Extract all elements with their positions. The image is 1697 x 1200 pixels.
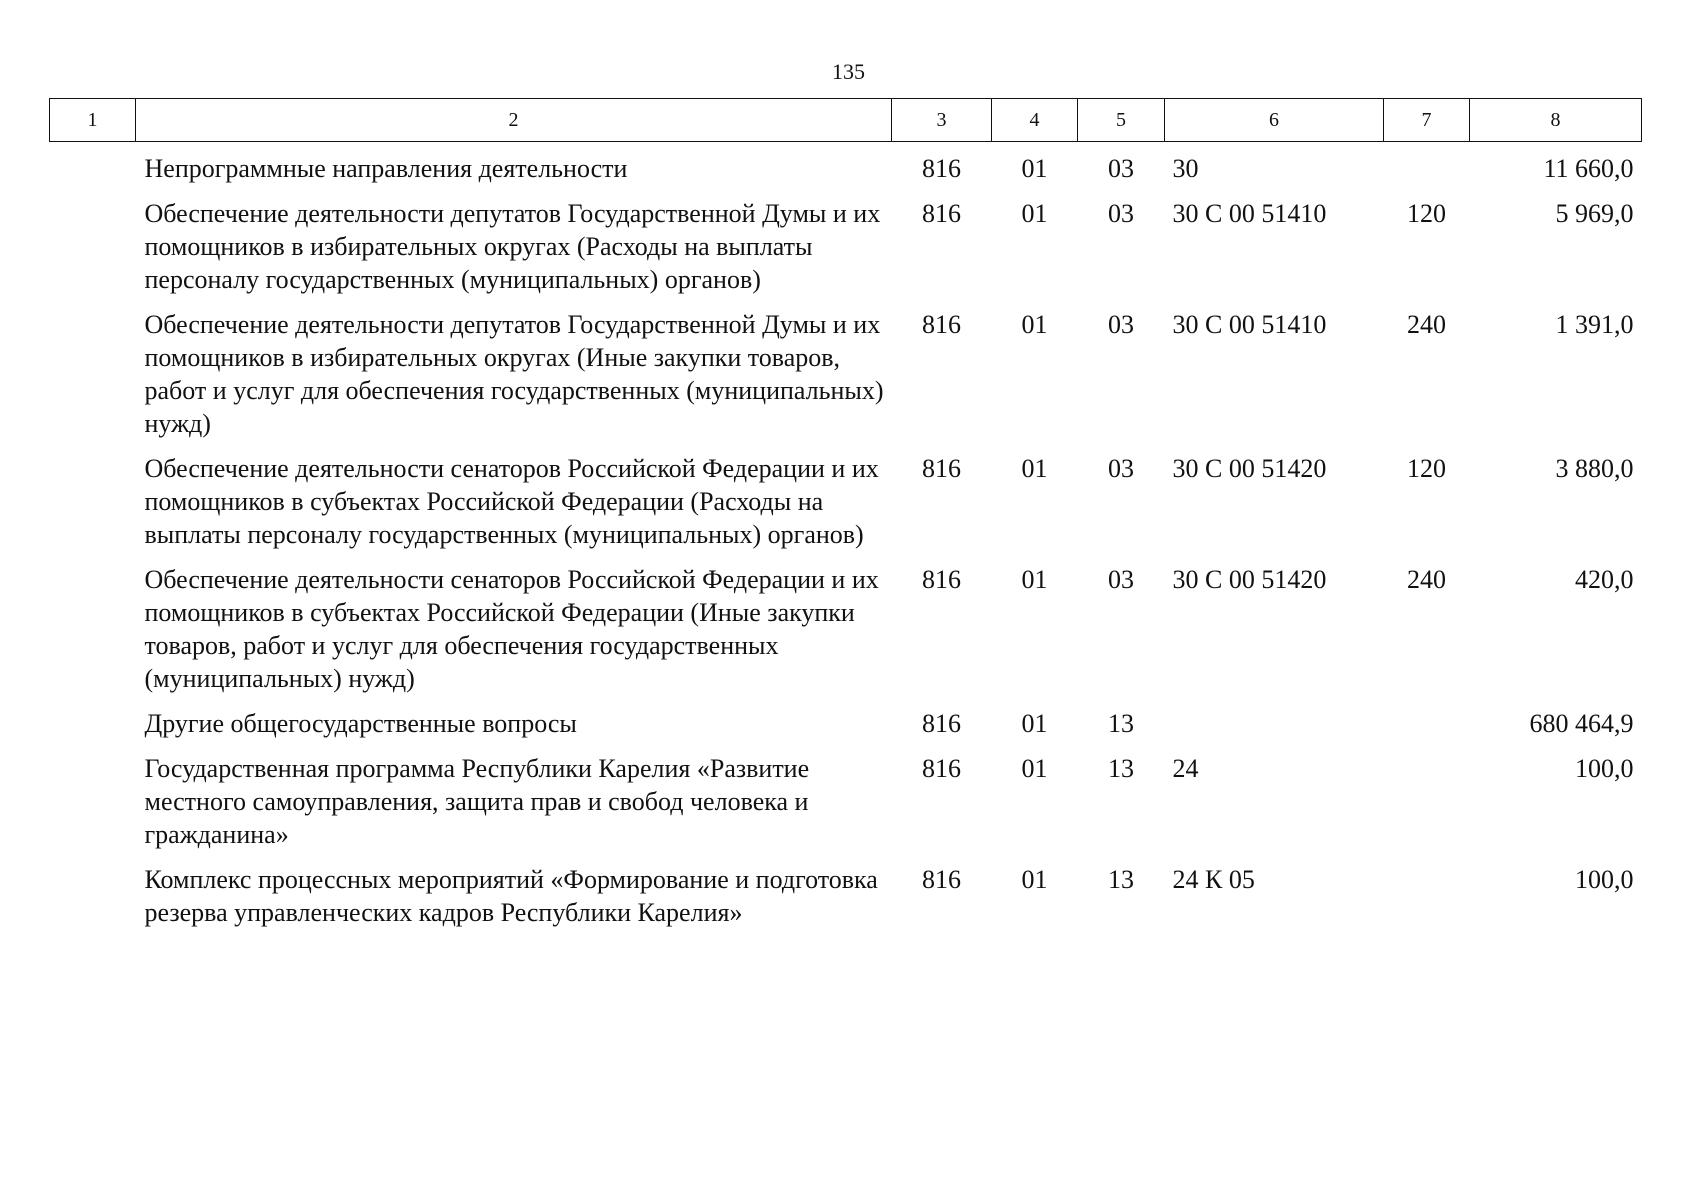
row-name-cell: Государственная программа Республики Карелия «Развитие местного самоуправления, защита прав и свобод человека и гражданина»: [144, 754, 810, 849]
subsection-code-cell: 13: [1108, 754, 1134, 783]
table-body: [50, 142, 1642, 930]
target-code-cell: [1165, 695, 1384, 740]
row-name-cell: Обеспечение деятельности депутатов Государственной Думы и их помощников в избирательных округах (Расходы на выплаты персоналу государственных (муниципальных) органов): [144, 199, 881, 294]
row-number-cell: [50, 695, 136, 740]
section-code-cell: 01: [1021, 310, 1048, 339]
table-header: [50, 99, 1642, 142]
ministry-code-cell: 816: [922, 754, 961, 783]
table-row: [50, 740, 1642, 851]
target-code-cell: 30 С 00 51420: [1172, 565, 1327, 594]
subsection-code-cell: 03: [1108, 154, 1134, 183]
row-number-cell: [50, 296, 136, 440]
amount-cell: 11 660,0: [1543, 154, 1634, 183]
header-col-1: 1: [50, 99, 136, 142]
target-code-cell: 30 С 00 51420: [1172, 454, 1327, 483]
subsection-code-cell: 03: [1108, 199, 1134, 228]
ministry-code-cell: 816: [922, 865, 961, 894]
page-number: 135: [832, 59, 865, 84]
section-code-cell: 01: [1021, 154, 1048, 183]
expense-type-cell: [1384, 695, 1470, 740]
section-code-cell: 01: [1021, 565, 1048, 594]
expense-type-cell: [1384, 142, 1470, 186]
section-code-cell: 01: [1021, 865, 1048, 894]
row-number-cell: [50, 142, 136, 186]
table-row: [50, 551, 1642, 695]
expense-type-cell: [1384, 740, 1470, 851]
header-col-6: 6: [1165, 99, 1384, 142]
header-col-4: 4: [992, 99, 1078, 142]
row-name-cell: Непрограммные направления деятельности: [144, 154, 628, 183]
table-row: [50, 185, 1642, 296]
amount-cell: 420,0: [1575, 565, 1634, 594]
target-code-cell: 30: [1172, 154, 1199, 183]
budget-table: [49, 98, 1642, 929]
ministry-code-cell: 816: [922, 310, 961, 339]
amount-cell: 100,0: [1575, 754, 1634, 783]
row-name-cell: Обеспечение деятельности депутатов Государственной Думы и их помощников в избирательных округах (Иные закупки товаров, работ и услуг для обеспечения государственных (муниципальных) нужд): [144, 310, 884, 438]
row-number-cell: [50, 185, 136, 296]
row-number-cell: [50, 551, 136, 695]
row-number-cell: [50, 851, 136, 929]
header-col-3: 3: [892, 99, 992, 142]
ministry-code-cell: 816: [922, 199, 961, 228]
expense-type-cell: 240: [1407, 565, 1446, 594]
section-code-cell: 01: [1021, 199, 1048, 228]
amount-cell: 100,0: [1575, 865, 1634, 894]
target-code-cell: 30 С 00 51410: [1172, 199, 1327, 228]
amount-cell: 3 880,0: [1555, 454, 1634, 483]
table-row: [50, 142, 1642, 186]
expense-type-cell: [1384, 851, 1470, 929]
target-code-cell: 30 С 00 51410: [1172, 310, 1327, 339]
subsection-code-cell: 13: [1108, 709, 1134, 738]
table-row: [50, 440, 1642, 551]
row-number-cell: [50, 440, 136, 551]
ministry-code-cell: 816: [922, 709, 961, 738]
table-row: [50, 296, 1642, 440]
target-code-cell: 24: [1172, 754, 1199, 783]
row-name-cell: Обеспечение деятельности сенаторов Российской Федерации и их помощников в субъектах Российской Федерации (Расходы на выплаты персоналу государственных (муниципальных) органов): [144, 454, 879, 549]
row-name-cell: Обеспечение деятельности сенаторов Российской Федерации и их помощников в субъектах Российской Федерации (Иные закупки товаров, работ и услуг для обеспечения государственных (муниципальных) нужд): [144, 565, 879, 693]
ministry-code-cell: 816: [922, 565, 961, 594]
header-col-8: 8: [1470, 99, 1642, 142]
section-code-cell: 01: [1021, 754, 1048, 783]
subsection-code-cell: 03: [1108, 310, 1134, 339]
header-col-2: 2: [136, 99, 892, 142]
amount-cell: 5 969,0: [1555, 199, 1634, 228]
header-col-5: 5: [1078, 99, 1165, 142]
amount-cell: 680 464,9: [1529, 709, 1634, 738]
amount-cell: 1 391,0: [1555, 310, 1634, 339]
table-row: [50, 695, 1642, 740]
row-name-cell: Комплекс процессных мероприятий «Формирование и подготовка резерва управленческих кадров Республики Карелия»: [144, 865, 878, 927]
expense-type-cell: 120: [1407, 199, 1446, 228]
subsection-code-cell: 03: [1108, 565, 1134, 594]
row-name-cell: Другие общегосударственные вопросы: [144, 709, 577, 738]
section-code-cell: 01: [1021, 454, 1048, 483]
ministry-code-cell: 816: [922, 154, 961, 183]
expense-type-cell: 240: [1407, 310, 1446, 339]
target-code-cell: 24 К 05: [1172, 865, 1255, 894]
table-row: [50, 851, 1642, 929]
header-col-7: 7: [1384, 99, 1470, 142]
subsection-code-cell: 13: [1108, 865, 1134, 894]
row-number-cell: [50, 740, 136, 851]
ministry-code-cell: 816: [922, 454, 961, 483]
subsection-code-cell: 03: [1108, 454, 1134, 483]
header-row: [50, 99, 1642, 142]
section-code-cell: 01: [1021, 709, 1048, 738]
expense-type-cell: 120: [1407, 454, 1446, 483]
